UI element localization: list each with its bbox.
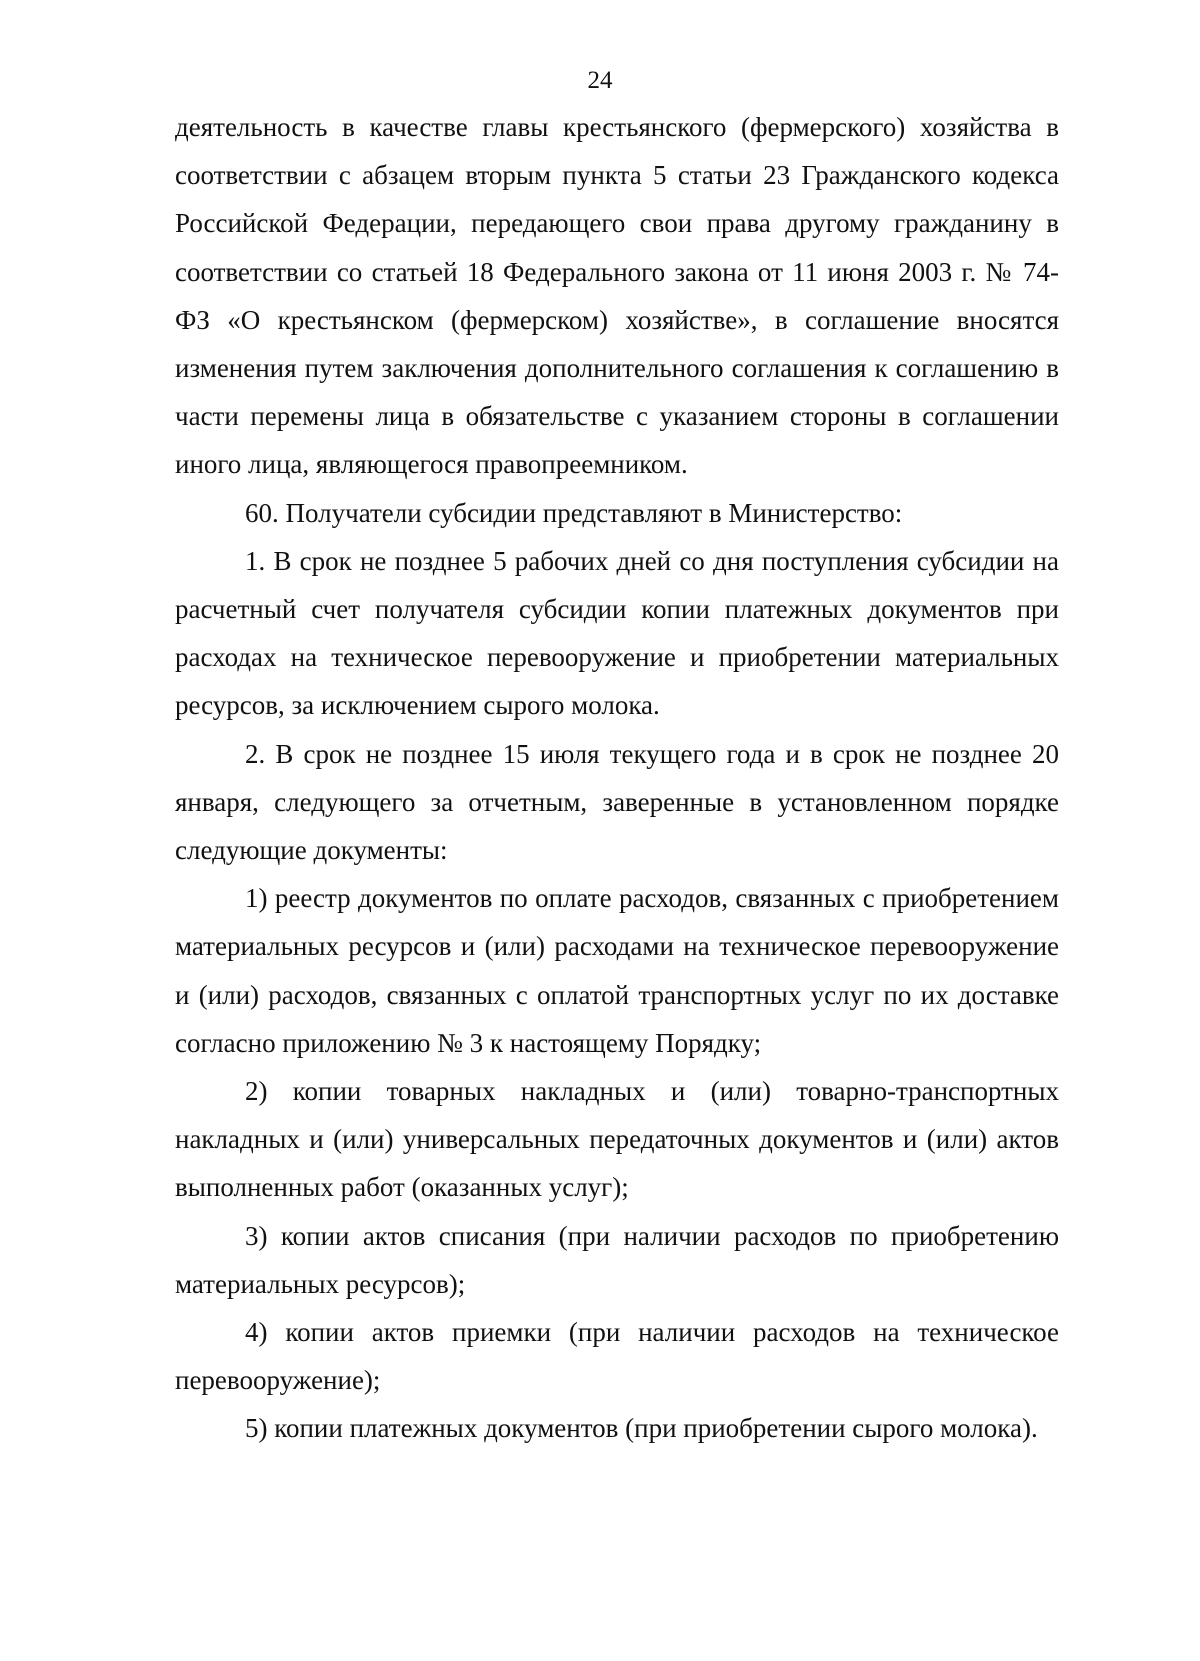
paragraph-subitem-2: 2. В срок не позднее 15 июля текущего года и в срок не позднее 20 января, следующего за отчетным, заверенные в установленном порядке следующие документы: [175,738,1059,866]
list-item-5: 5) копии платежных документов (при приобретении сырого молока). [245,1413,1038,1444]
list-item-4: 4) копии актов приемки (при наличии расходов на техническое перевооружение); [175,1317,1059,1396]
list-item-1: 1) реестр документов по оплате расходов, связанных с приобретением материальных ресурсов и (или) расходами на техническое перевооружение и (или) расходов, связанных с оплатой транспортных услуг по их доставке согласно приложению № 3 к настоящему Порядку; [175,883,1059,1058]
list-item-3: 3) копии актов списания (при наличии расходов по приобретению материальных ресурсов); [175,1220,1059,1299]
paragraph-continuation: деятельность в качестве главы крестьянского (фермерского) хозяйства в соответствии с абзацем вторым пункта 5 статьи 23 Гражданского кодекса Российской Федерации, передающего свои права другому гражданину в соответствии со статьей 18 Федерального закона от 11 июня 2003 г. № 74-ФЗ «О крестьянском (фермерском) хозяйстве», в соглашение вносятся изменения путем заключения дополнительного соглашения к соглашению в части перемены лица в обязательстве с указанием стороны в соглашении иного лица, являющегося правопреемником. [175,112,1059,480]
document-body [175,103,1059,1453]
list-item-2: 2) копии товарных накладных и (или) товарно-транспортных накладных и (или) универсальных передаточных документов и (или) актов выполненных работ (оказанных услуг); [175,1076,1059,1203]
paragraph-item-60: 60. Получатели субсидии представляют в Министерство: [245,497,903,528]
paragraph-subitem-1: 1. В срок не позднее 5 рабочих дней со дня поступления субсидии на расчетный счет получателя субсидии копии платежных документов при расходах на техническое перевооружение и приобретении материальных ресурсов, за исключением сырого молока. [175,545,1059,721]
page-number: 24 [587,67,613,94]
